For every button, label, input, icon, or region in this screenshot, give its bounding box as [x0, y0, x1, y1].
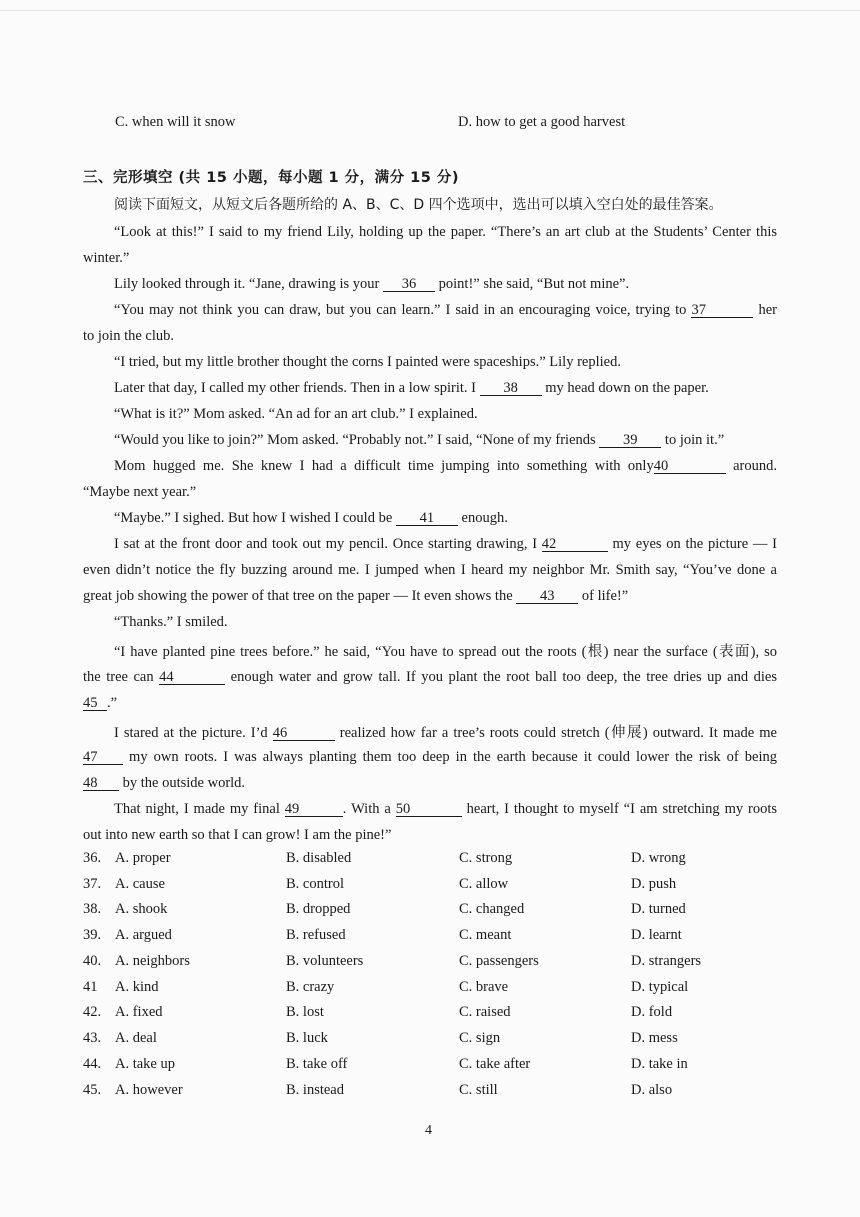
option-c: C. take after	[459, 1056, 531, 1072]
option-row	[83, 1004, 783, 1026]
question-number: 45.	[83, 1082, 102, 1098]
option-d: D. turned	[631, 901, 686, 917]
blank-44: 44	[159, 670, 225, 685]
blank-48: 48	[83, 776, 119, 791]
question-number: 37.	[83, 876, 102, 892]
option-row	[83, 1030, 783, 1052]
passage-line: “Would you like to join?” Mom asked. “Probably not.” I said, “None of my friends 39 to join it.”	[114, 432, 725, 448]
option-b: B. take off	[286, 1056, 348, 1072]
option-b: B. crazy	[286, 979, 335, 995]
passage-line: “You may not think you can draw, but you can learn.” I said in an encouraging voice, trying to 37 her	[114, 302, 777, 318]
option-c: C. allow	[459, 876, 509, 892]
option-row	[83, 953, 783, 975]
option-c: C. brave	[459, 979, 509, 995]
option-c: C. sign	[459, 1030, 501, 1046]
blank-42: 42	[542, 537, 608, 552]
blank-49: 49	[285, 802, 343, 817]
passage-line: “What is it?” Mom asked. “An ad for an art club.” I explained.	[114, 406, 478, 422]
passage-line: out into new earth so that I can grow! I am the pine!”	[83, 827, 392, 843]
passage-line: Later that day, I called my other friends. Then in a low spirit. I 38 my head down on the paper.	[114, 380, 709, 396]
passage-line: 47 my own roots. I was always planting them too deep in the earth because it could lower the risk of being	[83, 749, 777, 765]
passage-line: the tree can 44 enough water and grow tall. If you plant the root ball too deep, the tree dries up and dies	[83, 669, 777, 685]
top-divider	[0, 10, 860, 11]
passage-line: Lily looked through it. “Jane, drawing is your 36 point!” she said, “But not mine”.	[114, 276, 630, 292]
option-d: D. learnt	[631, 927, 682, 943]
option-a: A. deal	[115, 1030, 157, 1046]
option-b: B. refused	[286, 927, 346, 943]
option-a: A. fixed	[115, 1004, 163, 1020]
page-number: 4	[425, 1123, 432, 1138]
option-b: B. disabled	[286, 850, 352, 866]
option-row	[83, 901, 783, 923]
blank-36: 36	[383, 277, 435, 292]
option-a: A. take up	[115, 1056, 175, 1072]
passage-line: winter.”	[83, 250, 130, 266]
blank-50: 50	[396, 802, 462, 817]
passage-line: I sat at the front door and took out my pencil. Once starting drawing, I 42 my eyes on the picture — I	[114, 536, 777, 552]
option-a: A. neighbors	[115, 953, 190, 969]
option-b: B. dropped	[286, 901, 351, 917]
question-number: 36.	[83, 850, 102, 866]
option-b: B. luck	[286, 1030, 328, 1046]
option-row	[83, 927, 783, 949]
question-number: 44.	[83, 1056, 102, 1072]
blank-46: 46	[273, 726, 335, 741]
option-d: D. push	[631, 876, 677, 892]
blank-38: 38	[480, 381, 542, 396]
blank-47: 47	[83, 750, 123, 765]
option-a: A. proper	[115, 850, 171, 866]
passage-line: That night, I made my final 49 . With a 50 heart, I thought to myself “I am stretching my roots	[114, 801, 778, 817]
passage-line: “Maybe.” I sighed. But how I wished I could be 41 enough.	[114, 510, 508, 526]
option-b: B. lost	[286, 1004, 324, 1020]
passage-line: “I have planted pine trees before.” he said, “You have to spread out the roots (根) near the surface (表面), so	[114, 644, 777, 660]
question-number: 38.	[83, 901, 102, 917]
passage-line: Mom hugged me. She knew I had a difficult time jumping into something with only40 around.	[114, 458, 778, 474]
option-c: C. passengers	[459, 953, 539, 969]
passage-line: to join the club.	[83, 328, 175, 344]
option-b: B. volunteers	[286, 953, 364, 969]
option-c: C. strong	[459, 850, 513, 866]
option-a: A. argued	[115, 927, 172, 943]
option-row	[83, 850, 783, 872]
question-number: 39.	[83, 927, 102, 943]
option-d: D. also	[631, 1082, 673, 1098]
option-row	[83, 1082, 783, 1104]
passage-line: even didn’t notice the fly buzzing around me. I jumped when I heard my neighbor Mr. Smith say, “You’ve done a	[83, 562, 777, 578]
question-number: 41	[83, 979, 98, 995]
instruction: 阅读下面短文，从短文后各题所给的 A、B、C、D 四个选项中，选出可以填入空白处的最佳答案。	[114, 197, 723, 213]
option-row	[83, 1056, 783, 1078]
question-number: 40.	[83, 953, 102, 969]
option-a: A. shook	[115, 901, 168, 917]
option-d: D. mess	[631, 1030, 678, 1046]
option-d: D. fold	[631, 1004, 673, 1020]
passage-line: “Look at this!” I said to my friend Lily, holding up the paper. “There’s an art club at the Students’ Center this	[114, 224, 777, 240]
option-c: C. when will it snow	[115, 114, 236, 130]
option-a: A. kind	[115, 979, 159, 995]
passage-line: “I tried, but my little brother thought the corns I painted were spaceships.” Lily replied.	[114, 354, 621, 370]
option-d: D. strangers	[631, 953, 702, 969]
question-number: 42.	[83, 1004, 102, 1020]
option-row	[83, 979, 783, 1001]
option-row	[83, 876, 783, 898]
option-c: C. changed	[459, 901, 525, 917]
passage-line: 45 .”	[83, 695, 118, 711]
option-b: B. instead	[286, 1082, 344, 1098]
passage-line: “Maybe next year.”	[83, 484, 197, 500]
section-title: 三、完形填空 (共 15 小题，每小题 1 分，满分 15 分)	[83, 170, 460, 186]
blank-45: 45	[83, 696, 107, 711]
passage-line: “Thanks.” I smiled.	[114, 614, 228, 630]
passage-line: great job showing the power of that tree on the paper — It even shows the 43 of life!”	[83, 588, 629, 604]
option-c: C. raised	[459, 1004, 511, 1020]
option-d: D. take in	[631, 1056, 688, 1072]
blank-40: 40	[654, 459, 726, 474]
passage-line: 48 by the outside world.	[83, 775, 246, 791]
option-a: A. however	[115, 1082, 183, 1098]
option-d: D. how to get a good harvest	[458, 114, 626, 130]
passage-line: I stared at the picture. I’d 46 realized how far a tree’s roots could stretch (伸展) outward. It made me	[114, 725, 777, 741]
blank-37: 37	[691, 303, 753, 318]
option-b: B. control	[286, 876, 344, 892]
blank-41: 41	[396, 511, 458, 526]
option-d: D. wrong	[631, 850, 686, 866]
question-number: 43.	[83, 1030, 102, 1046]
option-c: C. still	[459, 1082, 498, 1098]
blank-39: 39	[599, 433, 661, 448]
blank-43: 43	[516, 589, 578, 604]
option-a: A. cause	[115, 876, 165, 892]
option-c: C. meant	[459, 927, 512, 943]
option-d: D. typical	[631, 979, 689, 995]
